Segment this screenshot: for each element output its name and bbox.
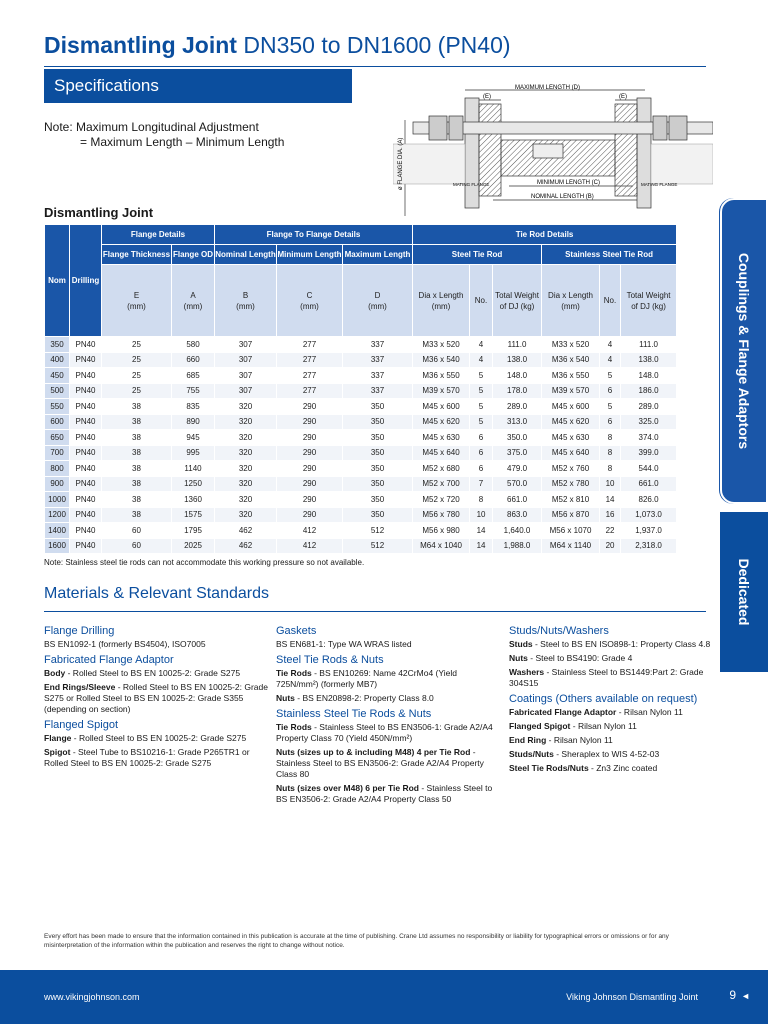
- table-cell: 4: [470, 337, 493, 353]
- table-cell: 8: [470, 492, 493, 508]
- table-cell: 580: [172, 337, 215, 353]
- table-cell: 337: [343, 383, 413, 399]
- table-cell: 479.0: [493, 461, 542, 477]
- table-cell: 512: [343, 538, 413, 554]
- unit-header: Total Weight of DJ (kg): [493, 265, 542, 337]
- table-cell: 290: [277, 507, 343, 523]
- table-row: [45, 538, 677, 554]
- table-cell: M52 x 810: [542, 492, 600, 508]
- table-cell: 4: [600, 337, 621, 353]
- table-cell: 14: [470, 523, 493, 539]
- table-cell: 1600: [45, 538, 70, 554]
- materials-column-1: Flange Drilling BS EN1092-1 (formerly BS4504), ISO7005 Fabricated Flange Adaptor Body - Rolled Steel to BS EN 10025-2: Grade S275 End Rings/Sleeve - Rolled Steel to BS EN 10025-2: Grade S275 or Rolled Steel to BS EN 10025-2: Grade S355 (depending on section) Flanged Spigot Flange - Rolled Steel to BS EN 10025-2: Grade S275 Spigot - Steel Tube to BS10216-1: Grade P265TR1 or Rolled Steel to BS EN 10025-2: Grade S275: [44, 625, 268, 768]
- table-cell: PN40: [70, 430, 102, 446]
- table-cell: 60: [102, 523, 172, 539]
- table-cell: 1400: [45, 523, 70, 539]
- table-cell: 6: [600, 414, 621, 430]
- table-cell: 350: [343, 461, 413, 477]
- table-cell: PN40: [70, 399, 102, 415]
- col-drilling: Drilling: [70, 225, 102, 337]
- table-cell: 1360: [172, 492, 215, 508]
- table-cell: 900: [45, 476, 70, 492]
- table-cell: 6: [470, 445, 493, 461]
- table-cell: 6: [470, 430, 493, 446]
- table-cell: 22: [600, 523, 621, 539]
- materials-column-3: Studs/Nuts/Washers Studs - Steel to BS EN ISO898-1: Property Class 4.8 Nuts - Steel to BS4190: Grade 4 Washers - Stainless Steel to BS1449:Part 2: Grade 304S15 Coatings (Others available on request) Fabricated Flange Adaptor - Rilsan Nylon 11 Flanged Spigot - Rilsan Nylon 11 End Ring - Rilsan Nylon 11 Studs/Nuts - Sheraplex to WIS 4-52-03 Steel Tie Rods/Nuts - Zn3 Zinc coated: [509, 625, 711, 773]
- table-cell: 350: [343, 445, 413, 461]
- side-tab-couplings[interactable]: Couplings & Flange Adaptors: [720, 198, 768, 504]
- table-cell: 111.0: [621, 337, 677, 353]
- table-cell: M52 x 720: [413, 492, 470, 508]
- svg-text:ø FLANGE DIA. (A): ø FLANGE DIA. (A): [398, 137, 404, 190]
- table-cell: 995: [172, 445, 215, 461]
- table-cell: 6: [470, 461, 493, 477]
- table-cell: 289.0: [621, 399, 677, 415]
- table-cell: 544.0: [621, 461, 677, 477]
- page-title: Dismantling Joint DN350 to DN1600 (PN40): [44, 32, 511, 58]
- table-row: [45, 352, 677, 368]
- table-cell: 1,073.0: [621, 507, 677, 523]
- table-cell: 450: [45, 368, 70, 384]
- table-cell: 500: [45, 383, 70, 399]
- table-cell: 1,937.0: [621, 523, 677, 539]
- table-cell: 412: [277, 538, 343, 554]
- table-cell: 4: [600, 352, 621, 368]
- table-cell: 325.0: [621, 414, 677, 430]
- table-cell: 890: [172, 414, 215, 430]
- arrow-left-icon: ◄: [741, 991, 750, 1001]
- table-cell: 290: [277, 461, 343, 477]
- svg-text:MATING FLANGE: MATING FLANGE: [641, 182, 678, 187]
- table-cell: 1000: [45, 492, 70, 508]
- table-cell: 25: [102, 368, 172, 384]
- table-cell: 186.0: [621, 383, 677, 399]
- table-cell: 14: [470, 538, 493, 554]
- table-cell: 313.0: [493, 414, 542, 430]
- unit-header: D (mm): [343, 265, 413, 337]
- table-cell: PN40: [70, 476, 102, 492]
- title-divider: [44, 66, 706, 67]
- specification-table: Nom Drilling Flange Details Flange To Flange Details Tie Rod Details Flange Thickness Flange OD Nominal Length Minimum Length Maximum Length Steel Tie Rod Stainless Steel Tie Rod E (mm) A (mm) B (mm) C (mm) D (mm) Dia x Length (mm) No. Total Weight of DJ (kg) Dia x Length (mm) No. Total Weight of DJ (kg) 350 PN40 25 580 307 277 337 M33 x 520 4 111.0 M33 x 520 4 111.0 400 PN40 25 660 307 277 337 M36 x 540 4 138.0 M36 x 540 4 138.0 450 PN40 25 685 307 277 337 M36 x 550 5 148.0 M36 x 550 5 148.0 500 PN40 25 755 307 277 337 M39 x 570 5 178.0 M39 x 570 6 186.0 550 PN40 38 835 320 290 350 M45 x 600 5 289.0 M45 x 600 5 289.0 600 PN40 38 890 320 290 350 M45 x 620 5 313.0 M45 x 620 6 325.0 650 PN40 38 945 320 290 350 M45 x 630 6 350.0 M45 x 630 8 374.0 700 PN40 38 995 320 290 350 M45 x 640 6 375.0 M45 x 640 8 399.0 800 PN40 38 1140 320 290 350 M52 x 680 6 479.0 M52 x 760 8 544.0 900 PN40 38 1250 320 290 350 M52 x 700 7 570.0 M52 x 780 10 661.0 1000 PN40 38 1360 320 290 350 M52 x 720 8 661.0 M52 x 810 14 826.0 1200 PN40 38 1575 320 290 350 M56 x 780 10 863.0 M56 x 870 16 1,073.0 1400 PN40 60 1795 462 412 512 M56 x 980 14 1,640.0 M56 x 1070 22 1,937.0 1600 PN40 60 2025 462 412 512 M64 x 1040 14 1,988.0 M64 x 1140 20 2,318.0: [44, 224, 677, 554]
- table-cell: 5: [600, 368, 621, 384]
- table-cell: M36 x 540: [413, 352, 470, 368]
- table-cell: 277: [277, 352, 343, 368]
- table-cell: M39 x 570: [542, 383, 600, 399]
- table-cell: PN40: [70, 507, 102, 523]
- table-cell: 945: [172, 430, 215, 446]
- table-cell: 350: [343, 399, 413, 415]
- table-cell: 178.0: [493, 383, 542, 399]
- table-cell: M56 x 870: [542, 507, 600, 523]
- table-cell: PN40: [70, 368, 102, 384]
- table-cell: 660: [172, 352, 215, 368]
- table-row: [45, 414, 677, 430]
- table-row: [45, 445, 677, 461]
- table-cell: 350: [45, 337, 70, 353]
- table-cell: 6: [600, 383, 621, 399]
- table-cell: 148.0: [493, 368, 542, 384]
- col-nom: Nom: [45, 225, 70, 337]
- table-cell: PN40: [70, 337, 102, 353]
- table-cell: M56 x 980: [413, 523, 470, 539]
- table-title: Dismantling Joint: [44, 205, 154, 220]
- table-cell: 863.0: [493, 507, 542, 523]
- table-cell: 277: [277, 337, 343, 353]
- table-cell: 307: [215, 337, 277, 353]
- unit-header: Dia x Length (mm): [413, 265, 470, 337]
- table-row: [45, 461, 677, 477]
- table-cell: 350: [343, 476, 413, 492]
- table-cell: 7: [470, 476, 493, 492]
- table-cell: 337: [343, 368, 413, 384]
- table-cell: 399.0: [621, 445, 677, 461]
- svg-text:(E): (E): [483, 94, 491, 100]
- table-cell: 462: [215, 523, 277, 539]
- table-cell: PN40: [70, 523, 102, 539]
- table-note: Note: Stainless steel tie rods can not accommodate this working pressure so not available.: [44, 558, 365, 567]
- table-cell: M64 x 1040: [413, 538, 470, 554]
- table-cell: PN40: [70, 414, 102, 430]
- table-cell: M52 x 700: [413, 476, 470, 492]
- unit-header: Dia x Length (mm): [542, 265, 600, 337]
- table-cell: 277: [277, 368, 343, 384]
- table-cell: M45 x 640: [542, 445, 600, 461]
- table-cell: 375.0: [493, 445, 542, 461]
- table-cell: M56 x 1070: [542, 523, 600, 539]
- table-cell: 289.0: [493, 399, 542, 415]
- table-row: [45, 507, 677, 523]
- table-cell: 38: [102, 461, 172, 477]
- table-cell: 2025: [172, 538, 215, 554]
- svg-text:MINIMUM LENGTH (C): MINIMUM LENGTH (C): [537, 180, 600, 186]
- table-cell: 5: [600, 399, 621, 415]
- table-cell: 350: [343, 492, 413, 508]
- dismantling-joint-diagram: [393, 80, 713, 220]
- table-cell: M56 x 780: [413, 507, 470, 523]
- table-cell: 685: [172, 368, 215, 384]
- unit-header: Total Weight of DJ (kg): [621, 265, 677, 337]
- table-cell: PN40: [70, 383, 102, 399]
- table-cell: 8: [600, 461, 621, 477]
- table-cell: 1795: [172, 523, 215, 539]
- table-cell: 320: [215, 492, 277, 508]
- table-cell: 38: [102, 492, 172, 508]
- table-cell: 650: [45, 430, 70, 446]
- table-cell: 290: [277, 476, 343, 492]
- table-cell: 307: [215, 368, 277, 384]
- table-cell: PN40: [70, 461, 102, 477]
- unit-header: B (mm): [215, 265, 277, 337]
- table-cell: 25: [102, 383, 172, 399]
- table-body: [45, 337, 677, 554]
- unit-header: C (mm): [277, 265, 343, 337]
- table-cell: 38: [102, 507, 172, 523]
- table-cell: 307: [215, 352, 277, 368]
- specifications-banner: Specifications: [44, 69, 352, 103]
- table-cell: M36 x 550: [542, 368, 600, 384]
- table-cell: 25: [102, 337, 172, 353]
- table-cell: 38: [102, 445, 172, 461]
- table-row: [45, 492, 677, 508]
- table-cell: 512: [343, 523, 413, 539]
- table-cell: 826.0: [621, 492, 677, 508]
- table-cell: 307: [215, 383, 277, 399]
- unit-header: E (mm): [102, 265, 172, 337]
- table-cell: 5: [470, 383, 493, 399]
- table-cell: M33 x 520: [542, 337, 600, 353]
- table-cell: 111.0: [493, 337, 542, 353]
- table-cell: 661.0: [621, 476, 677, 492]
- table-cell: PN40: [70, 538, 102, 554]
- table-cell: 600: [45, 414, 70, 430]
- table-cell: 290: [277, 445, 343, 461]
- table-cell: 1,988.0: [493, 538, 542, 554]
- table-cell: M33 x 520: [413, 337, 470, 353]
- table-cell: 462: [215, 538, 277, 554]
- table-cell: 320: [215, 430, 277, 446]
- table-cell: 337: [343, 352, 413, 368]
- table-cell: 14: [600, 492, 621, 508]
- group-tie-rod: Tie Rod Details: [413, 225, 677, 245]
- table-cell: 320: [215, 399, 277, 415]
- unit-header: No.: [600, 265, 621, 337]
- table-cell: 350: [343, 414, 413, 430]
- table-cell: M45 x 600: [413, 399, 470, 415]
- table-cell: 1200: [45, 507, 70, 523]
- table-cell: 25: [102, 352, 172, 368]
- table-cell: 8: [600, 430, 621, 446]
- table-cell: 570.0: [493, 476, 542, 492]
- group-flange-to-flange: Flange To Flange Details: [215, 225, 413, 245]
- table-cell: 374.0: [621, 430, 677, 446]
- table-cell: 290: [277, 399, 343, 415]
- website-link[interactable]: www.vikingjohnson.com: [44, 992, 140, 1002]
- table-cell: M52 x 680: [413, 461, 470, 477]
- table-cell: 4: [470, 352, 493, 368]
- table-cell: 350.0: [493, 430, 542, 446]
- table-cell: 1575: [172, 507, 215, 523]
- table-cell: 20: [600, 538, 621, 554]
- table-cell: 320: [215, 507, 277, 523]
- footer: [0, 970, 768, 1024]
- group-flange-details: Flange Details: [102, 225, 215, 245]
- table-cell: 148.0: [621, 368, 677, 384]
- table-cell: M45 x 630: [413, 430, 470, 446]
- table-cell: 5: [470, 368, 493, 384]
- table-row: [45, 523, 677, 539]
- table-row: [45, 383, 677, 399]
- table-cell: M45 x 620: [542, 414, 600, 430]
- table-cell: 320: [215, 414, 277, 430]
- table-cell: 8: [600, 445, 621, 461]
- svg-text:MAXIMUM LENGTH (D): MAXIMUM LENGTH (D): [515, 85, 580, 91]
- table-cell: 290: [277, 492, 343, 508]
- table-cell: M36 x 540: [542, 352, 600, 368]
- table-cell: 290: [277, 430, 343, 446]
- table-cell: 350: [343, 507, 413, 523]
- unit-header: A (mm): [172, 265, 215, 337]
- table-cell: 337: [343, 337, 413, 353]
- table-cell: 350: [343, 430, 413, 446]
- page-number: 9: [729, 988, 736, 1002]
- table-cell: M52 x 780: [542, 476, 600, 492]
- table-cell: 38: [102, 399, 172, 415]
- table-cell: 10: [600, 476, 621, 492]
- svg-text:NOMINAL LENGTH (B): NOMINAL LENGTH (B): [531, 194, 594, 200]
- table-cell: 550: [45, 399, 70, 415]
- table-cell: M45 x 600: [542, 399, 600, 415]
- adjustment-note: Note: Maximum Longitudinal Adjustment = Maximum Length – Minimum Length: [44, 120, 285, 149]
- table-cell: 755: [172, 383, 215, 399]
- table-cell: M52 x 760: [542, 461, 600, 477]
- table-cell: 138.0: [621, 352, 677, 368]
- table-cell: M39 x 570: [413, 383, 470, 399]
- table-cell: 1140: [172, 461, 215, 477]
- table-cell: 10: [470, 507, 493, 523]
- table-cell: PN40: [70, 492, 102, 508]
- table-cell: 412: [277, 523, 343, 539]
- table-cell: 138.0: [493, 352, 542, 368]
- materials-column-2: Gaskets BS EN681-1: Type WA WRAS listed Steel Tie Rods & Nuts Tie Rods - BS EN10269: Name 42CrMo4 (Yield 725N/mm²) (formerly MB7) Nuts - BS EN20898-2: Property Class 8.0 Stainless Steel Tie Rods & Nuts Tie Rods - Stainless Steel to BS EN3506-1: Grade A2/A4 Property Class 70 (Yield 450N/mm²) Nuts (sizes up to & including M48) 4 per Tie Rod - Stainless Steel to BS EN3506-2: Grade A2/A4 Property Class 80 Nuts (sizes over M48) 6 per Tie Rod - Stainless Steel to BS EN3506-2: Grade A2/A4 Property Class 50: [276, 625, 493, 804]
- materials-title: Materials & Relevant Standards: [44, 585, 269, 602]
- table-cell: 800: [45, 461, 70, 477]
- table-cell: 5: [470, 399, 493, 415]
- table-cell: 5: [470, 414, 493, 430]
- table-cell: PN40: [70, 445, 102, 461]
- table-cell: 38: [102, 430, 172, 446]
- table-cell: 835: [172, 399, 215, 415]
- table-cell: 16: [600, 507, 621, 523]
- table-cell: 661.0: [493, 492, 542, 508]
- table-cell: 400: [45, 352, 70, 368]
- table-row: [45, 399, 677, 415]
- table-cell: 38: [102, 414, 172, 430]
- footer-brand: Viking Johnson Dismantling Joint: [566, 992, 698, 1002]
- table-cell: 320: [215, 445, 277, 461]
- table-cell: M64 x 1140: [542, 538, 600, 554]
- disclaimer: Every effort has been made to ensure that the information contained in this publication is accurate at the time of publishing. Crane Ltd assumes no responsibility or liability for typographical errors or omissions or for any misinterpretation of the information within the publication and reserves the right to change without notice.: [44, 933, 669, 949]
- unit-header: No.: [470, 265, 493, 337]
- table-row: [45, 430, 677, 446]
- table-cell: 2,318.0: [621, 538, 677, 554]
- table-cell: M36 x 550: [413, 368, 470, 384]
- svg-text:(E): (E): [619, 94, 627, 100]
- table-row: [45, 368, 677, 384]
- table-cell: 290: [277, 414, 343, 430]
- table-cell: 60: [102, 538, 172, 554]
- table-cell: M45 x 620: [413, 414, 470, 430]
- table-cell: 320: [215, 461, 277, 477]
- table-cell: 1,640.0: [493, 523, 542, 539]
- table-cell: PN40: [70, 352, 102, 368]
- svg-text:MATING FLANGE: MATING FLANGE: [453, 182, 490, 187]
- table-cell: 277: [277, 383, 343, 399]
- table-row: [45, 476, 677, 492]
- table-cell: 38: [102, 476, 172, 492]
- table-cell: 320: [215, 476, 277, 492]
- table-cell: M45 x 630: [542, 430, 600, 446]
- side-tab-dedicated[interactable]: Dedicated: [720, 512, 768, 672]
- table-cell: 700: [45, 445, 70, 461]
- materials-divider: [44, 611, 706, 612]
- table-row: [45, 337, 677, 353]
- table-cell: M45 x 640: [413, 445, 470, 461]
- table-cell: 1250: [172, 476, 215, 492]
